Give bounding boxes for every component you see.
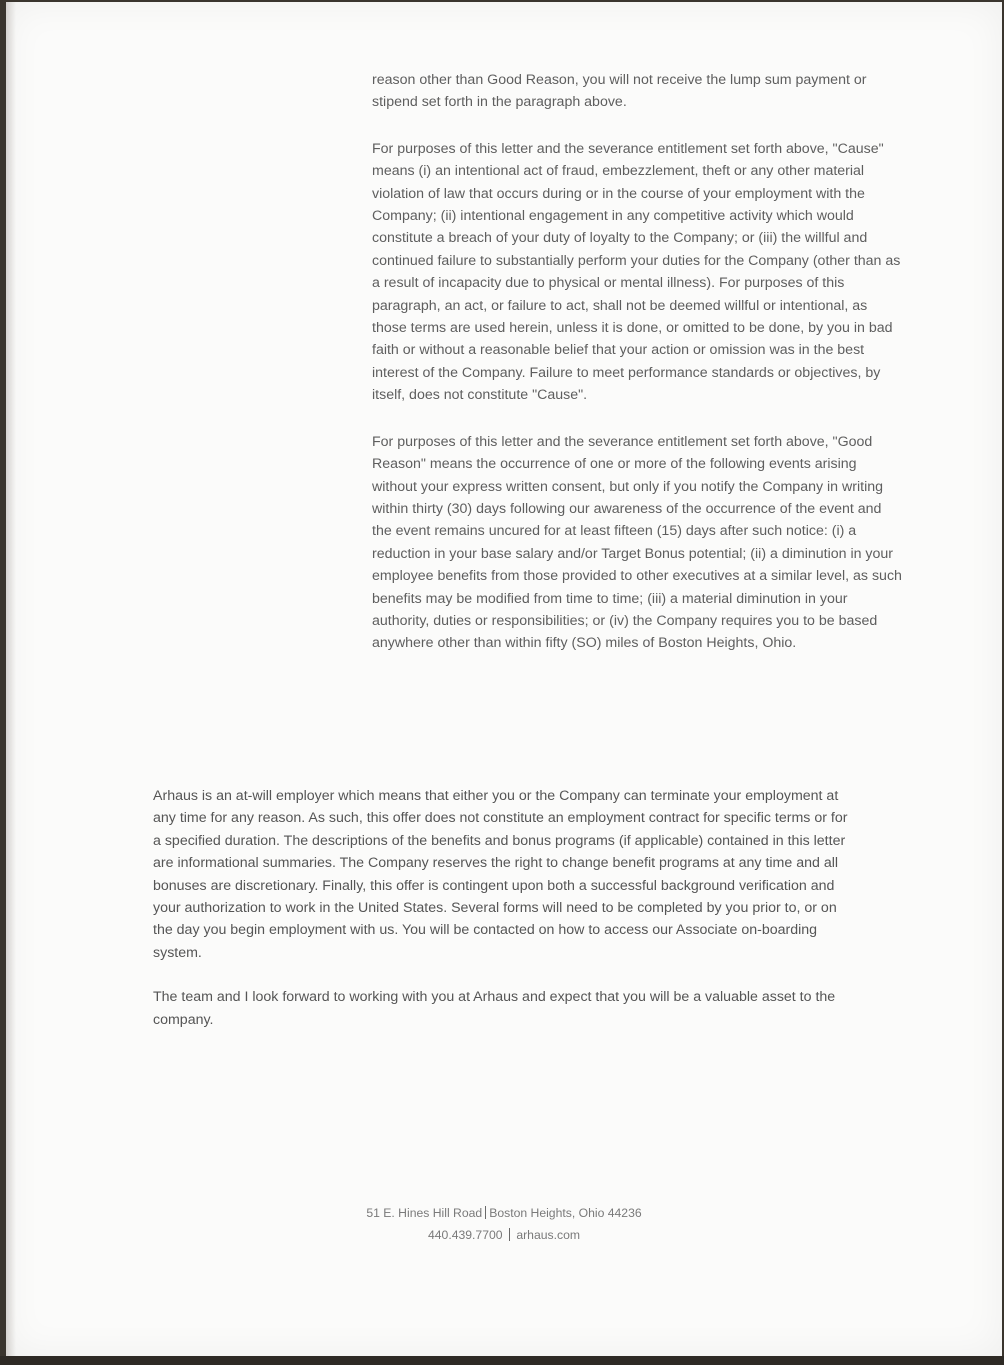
- scan-bottom-edge: [0, 1356, 1004, 1365]
- good-reason-definition-paragraph: For purposes of this letter and the severance entitlement set forth above, "Good Reason" means the occurrence of one or more of the following events arising without your express written consent, but only if you notify the Company in writing within thirty (30) days following our awareness of the occurrence of the event and the event remains uncured for at least fifteen (15) days after such notice: (i) a reduction in your base salary and/or Target Bonus potential; (ii) a diminution in your employee benefits from those provided to other executives at a similar level, as such benefits may be modified from time to time; (iii) a material diminution in your authority, duties or responsibilities; or (iv) the Company requires you to be based anywhere other than within fifty (SO) miles of Boston Heights, Ohio.: [372, 433, 902, 652]
- severance-terms-block: [372, 69, 902, 679]
- footer-contact-line: [6, 1224, 1002, 1246]
- letter-body: [153, 785, 858, 1053]
- letterhead-footer: [6, 1202, 1002, 1246]
- at-will-employment-paragraph: Arhaus is an at-will employer which means that either you or the Company can terminate your employment at any time for any reason. As such, this offer does not constitute an employment contract for specific terms or for a specified duration. The descriptions of the benefits and bonus programs (if applicable) contained in this letter are informational summaries. The Company reserves the right to change benefit programs at any time and all bonuses are discretionary. Finally, this offer is contingent upon both a successful background verification and your authorization to work in the United States. Several forms will need to be completed by you prior to, or on the day you begin employment with us. You will be contacted on how to access our Associate on-boarding system.: [153, 788, 848, 961]
- continued-paragraph: reason other than Good Reason, you will not receive the lump sum payment or stipend set forth in the paragraph above.: [372, 72, 867, 111]
- letter-page: [6, 2, 1002, 1356]
- footer-phone: 440.439.7700: [427, 1228, 503, 1242]
- footer-street: 51 E. Hines Hill Road: [366, 1206, 483, 1220]
- cause-definition-paragraph: For purposes of this letter and the severance entitlement set forth above, "Cause" means (i) an intentional act of fraud, embezzlement, theft or any other material violation of law that occurs during or in the course of your employment with the Company; (ii) intentional engagement in any competitive activity which would constitute a breach of your duty of loyalty to the Company; or (iii) the willful and continued failure to substantially perform your duties for the Company (other than as a result of incapacity due to physical or mental illness). For purposes of this paragraph, an act, or failure to act, shall not be deemed willful or intentional, as those terms are used herein, unless it is done, or omitted to be done, by you in bad faith or without a reasonable belief that your action or omission was in the best interest of the Company. Failure to meet performance standards or objectives, by itself, does not constitute "Cause".: [372, 140, 901, 404]
- footer-separator: [485, 1206, 486, 1219]
- footer-website: arhaus.com: [516, 1228, 581, 1242]
- footer-separator: [509, 1228, 510, 1241]
- footer-address-line: [6, 1202, 1002, 1224]
- footer-city: Boston Heights, Ohio 44236: [489, 1206, 642, 1220]
- closing-paragraph: The team and I look forward to working with you at Arhaus and expect that you will be a valuable asset to the company.: [153, 989, 836, 1028]
